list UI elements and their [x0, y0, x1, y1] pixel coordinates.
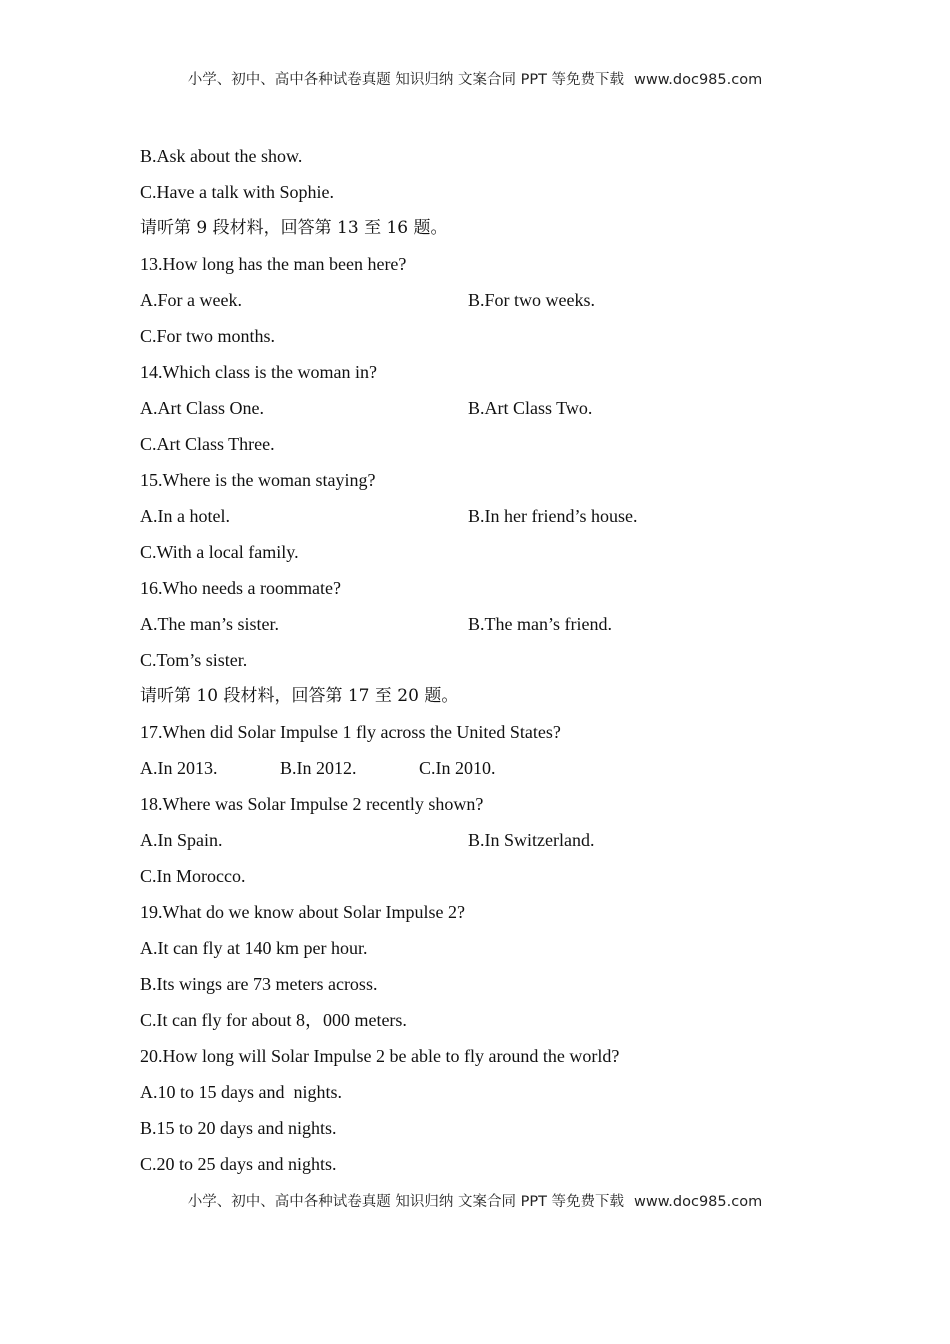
q20-option-a: A.10 to 15 days and nights. [140, 1082, 342, 1102]
q16-option-c: C.Tom’s sister. [140, 650, 248, 670]
q18-option-b: B.In Switzerland. [468, 830, 595, 850]
question-18: 18.Where was Solar Impulse 2 recently shown? [140, 794, 484, 814]
question-20: 20.How long will Solar Impulse 2 be able to fly around the world? [140, 1046, 620, 1066]
q15-option-c: C.With a local family. [140, 542, 299, 562]
question-14: 14.Which class is the woman in? [140, 362, 377, 382]
q17-option-c: C.In 2010. [419, 758, 496, 778]
q14-options-row [140, 390, 840, 426]
q13-options-row [140, 282, 840, 318]
q20-option-c: C.20 to 25 days and nights. [140, 1154, 337, 1174]
header-url[interactable]: www.doc985.com [634, 72, 763, 88]
prev-option-b: B.Ask about the show. [140, 146, 303, 166]
q17-option-b: B.In 2012. [280, 758, 357, 778]
q13-option-b: B.For two weeks. [468, 290, 595, 310]
q14-option-b: B.Art Class Two. [468, 398, 593, 418]
question-16: 16.Who needs a roommate? [140, 578, 341, 598]
document-body [140, 138, 840, 1182]
q18-options-row [140, 822, 840, 858]
q15-option-a: A.In a hotel. [140, 506, 230, 526]
page-footer [0, 1190, 950, 1211]
question-19: 19.What do we know about Solar Impulse 2? [140, 902, 465, 922]
page-header [0, 68, 950, 89]
q20-option-b: B.15 to 20 days and nights. [140, 1118, 337, 1138]
q16-options-row [140, 606, 840, 642]
q13-option-c: C.For two months. [140, 326, 276, 346]
q15-options-row [140, 498, 840, 534]
q17-option-a: A.In 2013. [140, 758, 218, 778]
header-text: 小学、初中、高中各种试卷真题 知识归纳 文案合同 PPT 等免费下载 [187, 72, 625, 88]
q18-option-c: C.In Morocco. [140, 866, 246, 886]
question-15: 15.Where is the woman staying? [140, 470, 376, 490]
q16-option-b: B.The man’s friend. [468, 614, 612, 634]
footer-text: 小学、初中、高中各种试卷真题 知识归纳 文案合同 PPT 等免费下载 [187, 1194, 625, 1210]
section-9-instruction: 请听第 9 段材料，回答第 13 至 16 题。 [140, 218, 448, 238]
q19-option-c: C.It can fly for about 8，000 meters. [140, 1010, 407, 1030]
q14-option-c: C.Art Class Three. [140, 434, 275, 454]
section-10-instruction: 请听第 10 段材料，回答第 17 至 20 题。 [140, 686, 459, 706]
q19-option-a: A.It can fly at 140 km per hour. [140, 938, 368, 958]
footer-url[interactable]: www.doc985.com [634, 1194, 763, 1210]
q13-option-a: A.For a week. [140, 290, 242, 310]
question-17: 17.When did Solar Impulse 1 fly across the United States? [140, 722, 561, 742]
question-13: 13.How long has the man been here? [140, 254, 407, 274]
q19-option-b: B.Its wings are 73 meters across. [140, 974, 378, 994]
q17-options-row [140, 750, 840, 786]
prev-option-c: C.Have a talk with Sophie. [140, 182, 334, 202]
q16-option-a: A.The man’s sister. [140, 614, 279, 634]
q18-option-a: A.In Spain. [140, 830, 223, 850]
q14-option-a: A.Art Class One. [140, 398, 264, 418]
q15-option-b: B.In her friend’s house. [468, 506, 638, 526]
